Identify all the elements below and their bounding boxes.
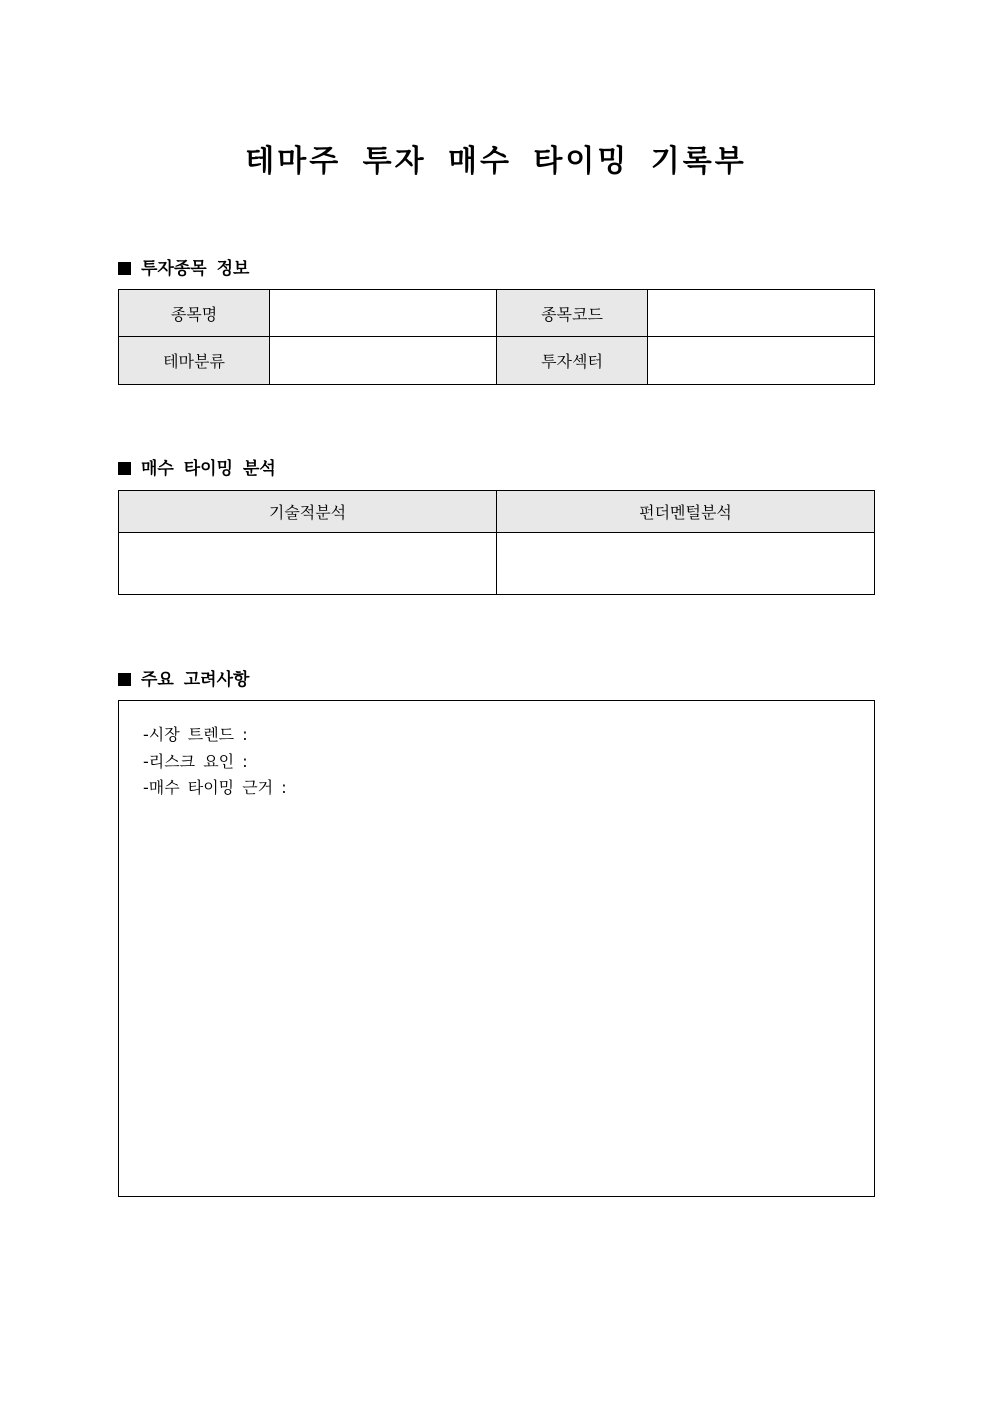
timing-analysis-table xyxy=(118,490,875,595)
header-fundamental-analysis: 펀더멘털분석 xyxy=(497,491,875,533)
fundamental-analysis-field[interactable] xyxy=(497,533,875,595)
section-heading-info xyxy=(118,254,249,279)
header-technical-analysis: 기술적분석 xyxy=(119,491,497,533)
label-investment-sector: 투자섹터 xyxy=(497,337,648,385)
section-heading-notes xyxy=(118,665,249,690)
note-market-trend: -시장 트렌드 : xyxy=(143,725,248,744)
stock-name-field[interactable] xyxy=(270,290,497,337)
theme-category-field[interactable] xyxy=(270,337,497,385)
note-risk-factors: -리스크 요인 : xyxy=(143,752,248,771)
stock-info-table xyxy=(118,289,875,385)
square-bullet-icon xyxy=(118,673,131,686)
section-heading-text: 매수 타이밍 분석 xyxy=(141,459,276,479)
stock-code-field[interactable] xyxy=(648,290,875,337)
technical-analysis-field[interactable] xyxy=(119,533,497,595)
label-theme-category: 테마분류 xyxy=(119,337,270,385)
page-title: 테마주 투자 매수 타이밍 기록부 xyxy=(245,144,747,179)
section-heading-text: 주요 고려사항 xyxy=(141,670,250,690)
label-stock-code: 종목코드 xyxy=(497,290,648,337)
square-bullet-icon xyxy=(118,462,131,475)
square-bullet-icon xyxy=(118,262,131,275)
section-heading-timing xyxy=(118,454,276,479)
note-timing-rationale: -매수 타이밍 근거 : xyxy=(143,778,287,797)
investment-sector-field[interactable] xyxy=(648,337,875,385)
label-stock-name: 종목명 xyxy=(119,290,270,337)
notes-box[interactable] xyxy=(118,700,875,1197)
section-heading-text: 투자종목 정보 xyxy=(141,259,250,279)
